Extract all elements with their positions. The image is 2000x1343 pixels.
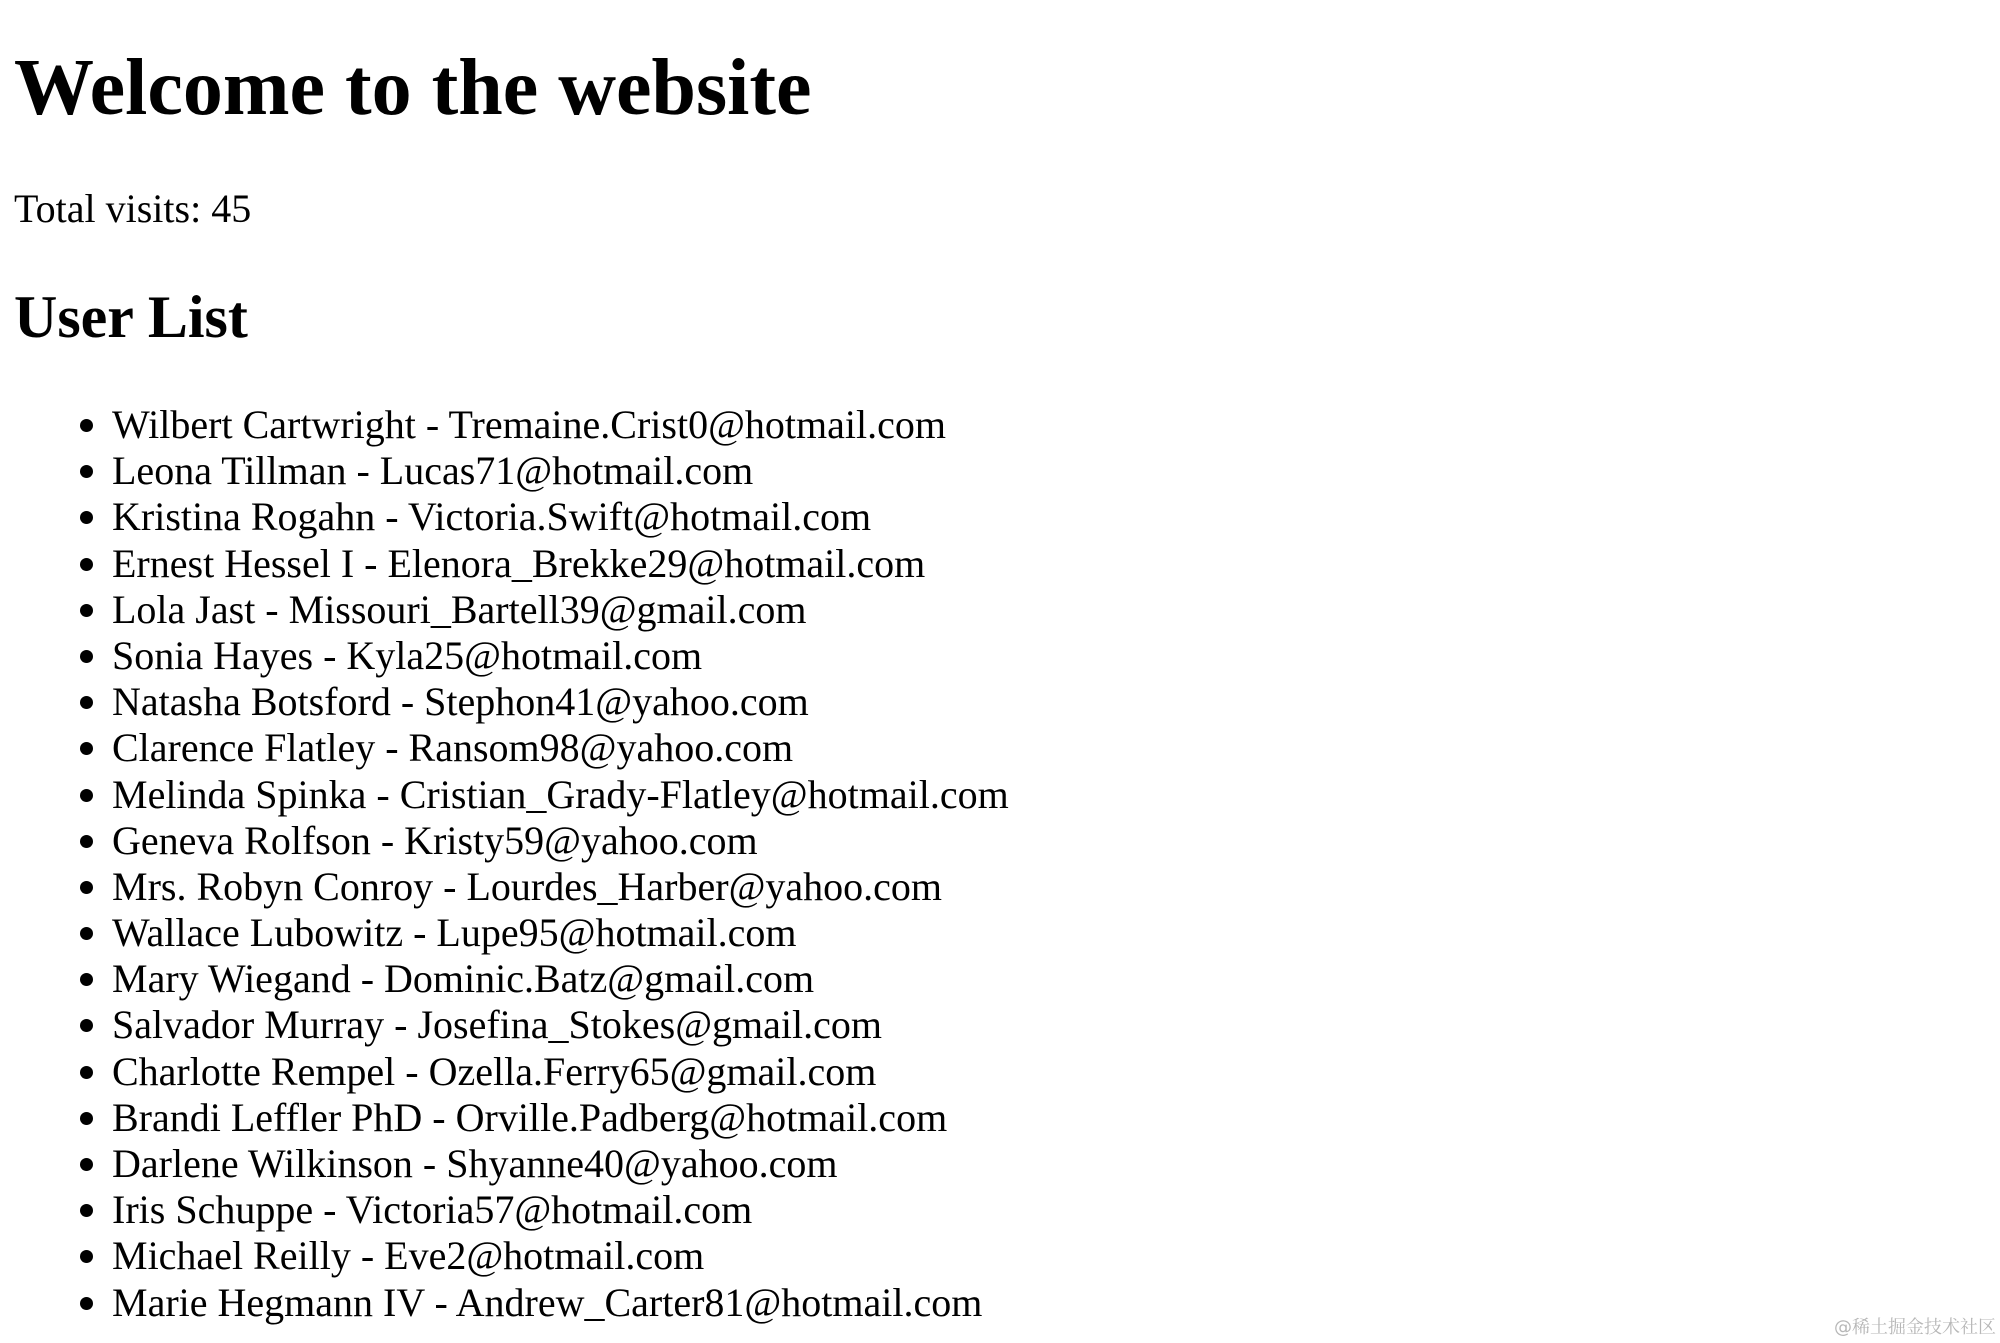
user-entry: Wallace Lubowitz - Lupe95@hotmail.com <box>112 910 797 956</box>
user-entry: Clarence Flatley - Ransom98@yahoo.com <box>112 725 794 771</box>
list-item <box>0 1141 1009 1187</box>
user-entry: Sonia Hayes - Kyla25@hotmail.com <box>112 632 703 678</box>
bullet-icon <box>80 650 93 663</box>
user-entry: Michael Reilly - Eve2@hotmail.com <box>112 1233 705 1279</box>
user-entry: Mrs. Robyn Conroy - Lourdes_Harber@yahoo.com <box>112 863 943 909</box>
user-entry: Marie Hegmann IV - Andrew_Carter81@hotmail.com <box>112 1279 983 1325</box>
list-item <box>0 679 1009 725</box>
user-entry: Wilbert Cartwright - Tremaine.Crist0@hotmail.com <box>112 402 947 447</box>
list-item <box>0 1280 1009 1326</box>
bullet-icon <box>80 511 93 524</box>
bullet-icon <box>80 1158 93 1171</box>
bullet-icon <box>80 696 93 709</box>
user-entry: Brandi Leffler PhD - Orville.Padberg@hotmail.com <box>112 1094 948 1140</box>
total-visits-text: Total visits: 45 <box>14 186 252 231</box>
user-entry: Iris Schuppe - Victoria57@hotmail.com <box>112 1187 753 1233</box>
bullet-icon <box>80 419 93 432</box>
list-item <box>0 1187 1009 1233</box>
bullet-icon <box>80 881 93 894</box>
list-item <box>0 1049 1009 1095</box>
bullet-icon <box>80 1019 93 1032</box>
list-item <box>0 1233 1009 1279</box>
bullet-icon <box>80 1250 93 1263</box>
list-item <box>0 956 1009 1002</box>
user-entry: Kristina Rogahn - Victoria.Swift@hotmail.com <box>112 494 872 540</box>
list-item <box>0 402 1009 448</box>
bullet-icon <box>80 742 93 755</box>
bullet-icon <box>80 558 93 571</box>
user-list-heading: User List <box>14 284 248 350</box>
bullet-icon <box>80 1066 93 1079</box>
list-item <box>0 1002 1009 1048</box>
list-item <box>0 725 1009 771</box>
list-item <box>0 1095 1009 1141</box>
user-entry: Salvador Murray - Josefina_Stokes@gmail.com <box>112 1002 883 1048</box>
user-entry: Natasha Botsford - Stephon41@yahoo.com <box>112 679 809 725</box>
user-entry: Melinda Spinka - Cristian_Grady-Flatley@hotmail.com <box>112 771 1009 817</box>
list-item <box>0 910 1009 956</box>
user-entry: Charlotte Rempel - Ozella.Ferry65@gmail.com <box>112 1048 877 1094</box>
page-title: Welcome to the website <box>14 44 812 132</box>
user-entry: Ernest Hessel I - Elenora_Brekke29@hotmail.com <box>112 540 926 586</box>
list-item <box>0 864 1009 910</box>
bullet-icon <box>80 1204 93 1217</box>
user-entry: Lola Jast - Missouri_Bartell39@gmail.com <box>112 586 807 632</box>
list-item <box>0 633 1009 679</box>
bullet-icon <box>80 927 93 940</box>
list-item <box>0 541 1009 587</box>
bullet-icon <box>80 973 93 986</box>
bullet-icon <box>80 1112 93 1125</box>
list-item <box>0 772 1009 818</box>
list-item <box>0 494 1009 540</box>
list-item <box>0 448 1009 494</box>
bullet-icon <box>80 1297 93 1310</box>
bullet-icon <box>80 835 93 848</box>
list-item <box>0 587 1009 633</box>
bullet-icon <box>80 604 93 617</box>
user-entry: Geneva Rolfson - Kristy59@yahoo.com <box>112 817 758 863</box>
watermark: @稀土掘金技术社区 <box>1834 1317 1996 1338</box>
user-entry: Mary Wiegand - Dominic.Batz@gmail.com <box>112 956 815 1002</box>
user-entry: Leona Tillman - Lucas71@hotmail.com <box>112 448 754 494</box>
user-list <box>0 402 1009 1326</box>
bullet-icon <box>80 465 93 478</box>
list-item <box>0 818 1009 864</box>
bullet-icon <box>80 789 93 802</box>
user-entry: Darlene Wilkinson - Shyanne40@yahoo.com <box>112 1141 838 1186</box>
